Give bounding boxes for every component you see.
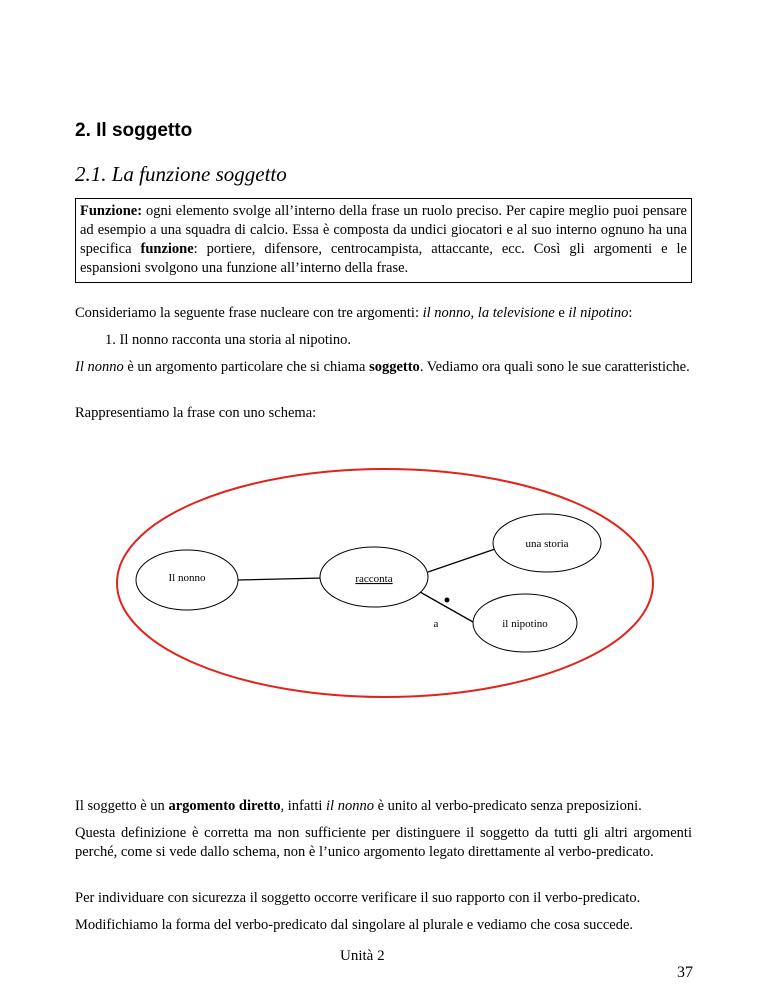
subject-bold: soggetto	[369, 359, 420, 375]
direct-text-1: Il soggetto è un	[75, 798, 169, 814]
subject-text-1: è un argomento particolare che si chiama	[123, 359, 370, 375]
subject-italic: Il nonno	[75, 359, 124, 375]
link-subject-verb	[238, 578, 323, 580]
intro-sep1: ,	[470, 305, 478, 321]
direct-text-2: , infatti	[280, 798, 327, 814]
direct-italic: il nonno	[326, 798, 374, 814]
identify-paragraph: Per individuare con sicurezza il soggetto occorre verificare il suo rapporto con il verbo-predicato.	[75, 890, 641, 906]
intro-end: :	[628, 305, 633, 321]
preposition-dot	[445, 598, 450, 603]
direct-text-3: è unito al verbo-predicato senza preposizioni.	[373, 798, 642, 814]
definition-term: Funzione:	[80, 203, 143, 219]
intro-arg2: la televisione	[477, 305, 555, 321]
label-indirect: il nipotino	[502, 618, 548, 630]
link-verb-object	[428, 548, 498, 572]
direct-paragraph	[75, 797, 692, 816]
page-number: 37	[677, 964, 693, 981]
section-heading: 2. Il soggetto	[75, 120, 193, 141]
intro-arg3: il nipotino	[568, 305, 629, 321]
intro-text: Consideriamo la seguente frase nucleare con tre argomenti:	[75, 305, 423, 321]
schema-intro: Rappresentiamo la frase con uno schema:	[75, 405, 317, 421]
label-verb: racconta	[355, 573, 393, 585]
modify-paragraph: Modifichiamo la forma del verbo-predicato dal singolare al plurale e vediamo che cosa succede.	[75, 917, 634, 933]
example-sentence: 1. Il nonno racconta una storia al nipotino.	[105, 332, 352, 348]
label-preposition: a	[433, 618, 439, 630]
subject-text-2: . Vediamo ora quali sono le sue caratteristiche.	[419, 359, 690, 375]
subsection-heading: 2.1. La funzione soggetto	[75, 162, 287, 186]
label-object: una storia	[525, 538, 569, 550]
footer-unit: Unità 2	[340, 948, 385, 964]
definition-paragraph: Questa definizione è corretta ma non sufficiente per distinguere il soggetto da tutti gli altri argomenti perché, come si vede dallo schema, non è l’unico argomento legato direttamente al verbo-predicato.	[75, 825, 692, 860]
intro-arg1: il nonno	[422, 305, 471, 321]
definition-text-1: ogni elemento svolge all’interno della frase un ruolo preciso. Per capire meglio puoi pensare ad esempio a una squadra di calcio. Essa è composta da undici giocatori e al suo interno ognuno ha una specifica	[80, 203, 687, 257]
label-subject: Il nonno	[168, 572, 206, 584]
intro-sep2: e	[554, 305, 569, 321]
direct-bold: argomento diretto	[168, 798, 281, 814]
definition-bold-word: funzione	[140, 241, 194, 257]
definition-text-2: : portiere, difensore, centrocampista, attaccante, ecc. Così gli argomenti e le espansioni svolgono una funzione all’interno della frase.	[80, 241, 687, 276]
link-verb-indirect	[420, 592, 473, 622]
